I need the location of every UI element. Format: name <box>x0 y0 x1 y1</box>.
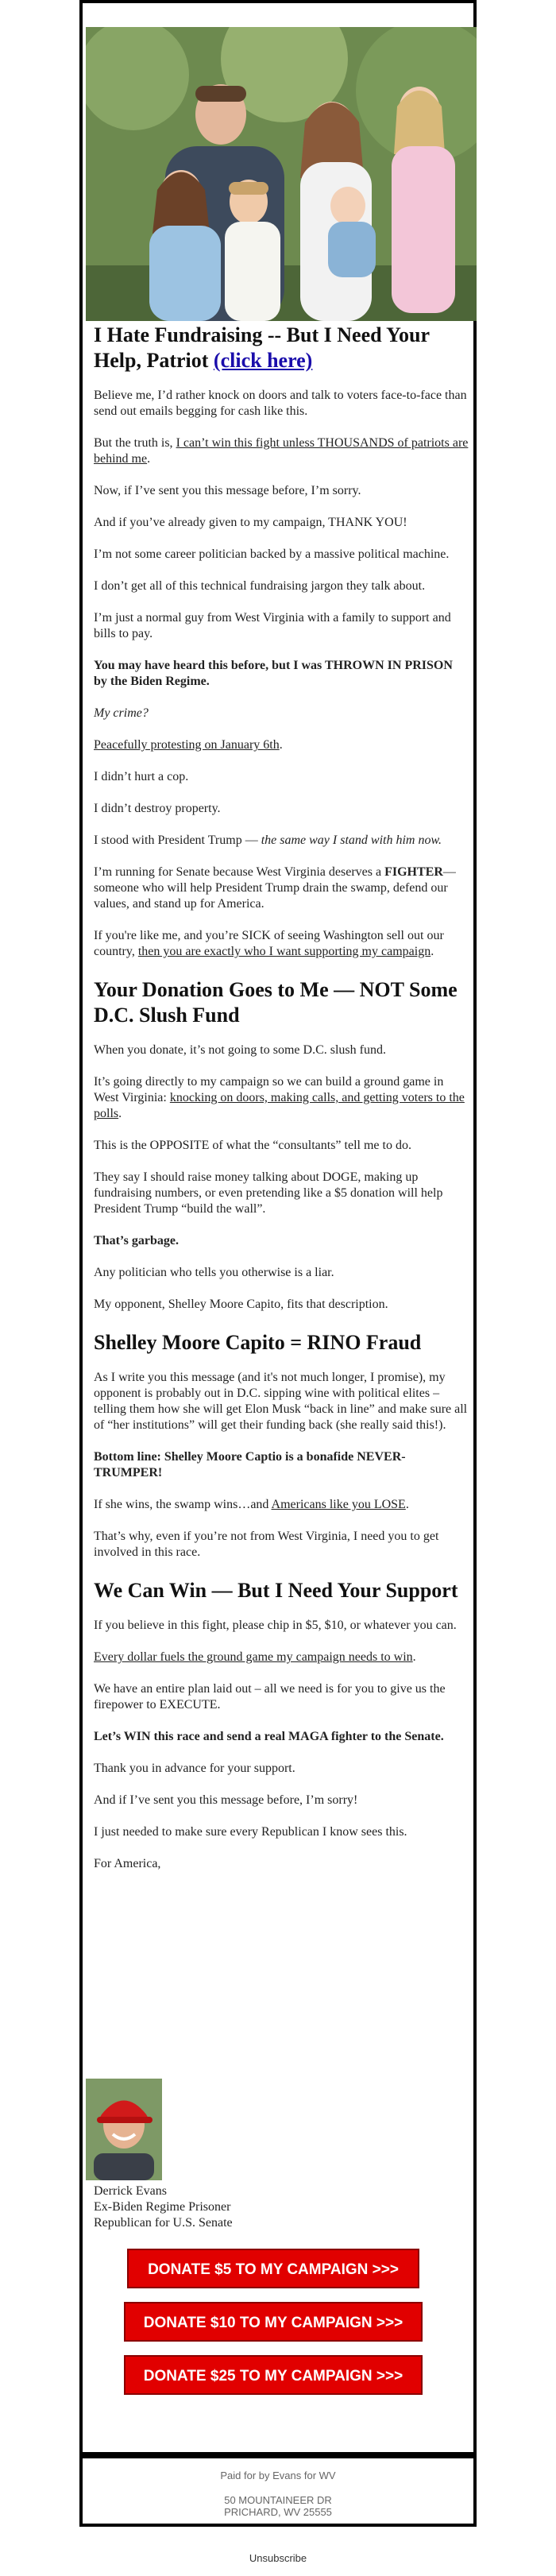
email-body <box>94 323 469 1872</box>
paragraph: That’s garbage. <box>94 1234 179 1247</box>
donate-10-button[interactable]: DONATE $10 TO MY CAMPAIGN >>> <box>124 2302 423 2342</box>
paragraph: Let’s WIN this race and send a real MAGA fighter to the Senate. <box>94 1730 444 1743</box>
text: But the truth is, <box>94 436 176 450</box>
headline <box>94 323 469 373</box>
paragraph: My crime? <box>94 706 149 720</box>
email-frame <box>79 0 477 2527</box>
paragraph: Thank you in advance for your support. <box>94 1762 295 1775</box>
donate-25-button[interactable]: DONATE $25 TO MY CAMPAIGN >>> <box>124 2355 423 2395</box>
underlined-text: Peacefully protesting on January 6th <box>94 738 280 752</box>
paragraph: Any politician who tells you otherwise is a liar. <box>94 1266 334 1279</box>
text: . <box>405 1498 409 1511</box>
paragraph: This is the OPPOSITE of what the “consultants” tell me to do. <box>94 1139 411 1152</box>
section-heading: Your Donation Goes to Me — NOT Some D.C. Slush Fund <box>94 978 458 1027</box>
text: I’m running for Senate because West Virginia deserves a <box>94 865 385 879</box>
address-line: PRICHARD, WV 25555 <box>224 2506 332 2518</box>
text: . <box>431 945 434 958</box>
paragraph: They say I should raise money talking about DOGE, making up fundraising numbers, or even pretending like a $5 donation will help President Trump “build the wall”. <box>94 1170 443 1216</box>
address-line: 50 MOUNTAINEER DR <box>224 2494 332 2506</box>
footer <box>79 2452 477 2527</box>
text: . <box>147 452 151 466</box>
paragraph: I don’t get all of this technical fundraising jargon they talk about. <box>94 579 426 593</box>
paragraph: You may have heard this before, but I was THROWN IN PRISON by the Biden Regime. <box>94 659 453 688</box>
paragraph <box>94 435 469 467</box>
paragraph <box>94 1497 469 1513</box>
italic-text: the same way I stand with him now. <box>261 834 442 847</box>
paid-for-by: Paid for by Evans for WV <box>220 2470 336 2481</box>
headline-text: I Hate Fundraising -- But I Need Your Help, Patriot <box>94 323 430 372</box>
paragraph: As I write you this message (and it's not much longer, I promise), my opponent is probably out in D.C. sipping wine with political elites – telling them how she will get Elon Musk “back in line” and make sure all of “her institutions” will get their funding back (she really said this!). <box>94 1371 468 1432</box>
donate-5-button[interactable]: DONATE $5 TO MY CAMPAIGN >>> <box>127 2249 419 2288</box>
text: If you're like me, and you’re SICK of seeing Washington sell out our country, <box>94 929 444 958</box>
text: It’s going directly to my campaign so we can build a ground game in West Virginia: <box>94 1075 444 1104</box>
paragraph: And if I’ve sent you this message before, I’m sorry! <box>94 1793 358 1807</box>
signature-block <box>94 2183 467 2231</box>
avatar <box>86 2079 162 2180</box>
underlined-text: then you are exactly who I want supporting my campaign <box>137 945 431 958</box>
text: If she wins, the swamp wins…and <box>94 1498 272 1511</box>
paragraph: I’m just a normal guy from West Virginia with a family to support and bills to pay. <box>94 611 451 640</box>
paragraph: That’s why, even if you’re not from West Virginia, I need you to get involved in this race. <box>94 1530 439 1559</box>
paragraph <box>94 1074 469 1122</box>
text: . <box>279 738 283 752</box>
click-here-link[interactable]: (click here) <box>213 349 313 372</box>
underlined-text: knocking on doors, making calls, and getting voters to the polls <box>94 1091 465 1120</box>
paragraph <box>94 928 469 960</box>
underlined-text: I can’t win this fight unless THOUSANDS of patriots are behind me <box>94 436 469 466</box>
paragraph <box>94 833 469 849</box>
sign-off: For America, <box>94 1857 161 1870</box>
paragraph <box>94 1650 469 1665</box>
paragraph: Bottom line: Shelley Moore Captio is a bonafide NEVER-TRUMPER! <box>94 1450 406 1479</box>
paragraph: We have an entire plan laid out – all we need is for you to give us the firepower to EXECUTE. <box>94 1682 446 1712</box>
paragraph: Now, if I’ve sent you this message before, I’m sorry. <box>94 484 361 497</box>
avatar-illustration <box>86 2079 162 2180</box>
underlined-text: Americans like you LOSE <box>271 1498 406 1511</box>
paragraph: I’m not some career politician backed by a massive political machine. <box>94 547 450 561</box>
paragraph: When you donate, it’s not going to some D.C. slush fund. <box>94 1043 386 1057</box>
paragraph: I didn’t hurt a cop. <box>94 770 189 783</box>
text: . <box>412 1650 416 1664</box>
paragraph: Believe me, I’d rather knock on doors and talk to voters face-to-face than send out emails begging for cash like this. <box>94 389 467 418</box>
family-photo-illustration <box>86 27 477 321</box>
paragraph: I didn’t destroy property. <box>94 802 221 815</box>
signature-name: Derrick Evans <box>94 2184 167 2198</box>
bold-text: FIGHTER <box>384 865 443 879</box>
signature-title: Republican for U.S. Senate <box>94 2216 233 2230</box>
paragraph: And if you’ve already given to my campaign, THANK YOU! <box>94 516 407 529</box>
paragraph: I just needed to make sure every Republican I know sees this. <box>94 1825 407 1839</box>
family-photo <box>86 27 477 321</box>
unsubscribe-link[interactable]: Unsubscribe <box>249 2552 307 2564</box>
underlined-text: Every dollar fuels the ground game my campaign needs to win <box>94 1650 413 1664</box>
section-heading: We Can Win — But I Need Your Support <box>94 1579 458 1602</box>
text: . <box>118 1107 122 1120</box>
section-heading: Shelley Moore Capito = RINO Fraud <box>94 1331 422 1354</box>
text: I stood with President Trump — <box>94 834 261 847</box>
paragraph: If you believe in this fight, please chip in $5, $10, or whatever you can. <box>94 1619 457 1632</box>
signature-title: Ex-Biden Regime Prisoner <box>94 2200 231 2214</box>
paragraph <box>94 864 469 912</box>
text: — someone who will help President Trump drain the swamp, defend our values, and stand up for America. <box>94 865 456 911</box>
paragraph <box>94 737 469 753</box>
paragraph: My opponent, Shelley Moore Capito, fits that description. <box>94 1298 388 1311</box>
